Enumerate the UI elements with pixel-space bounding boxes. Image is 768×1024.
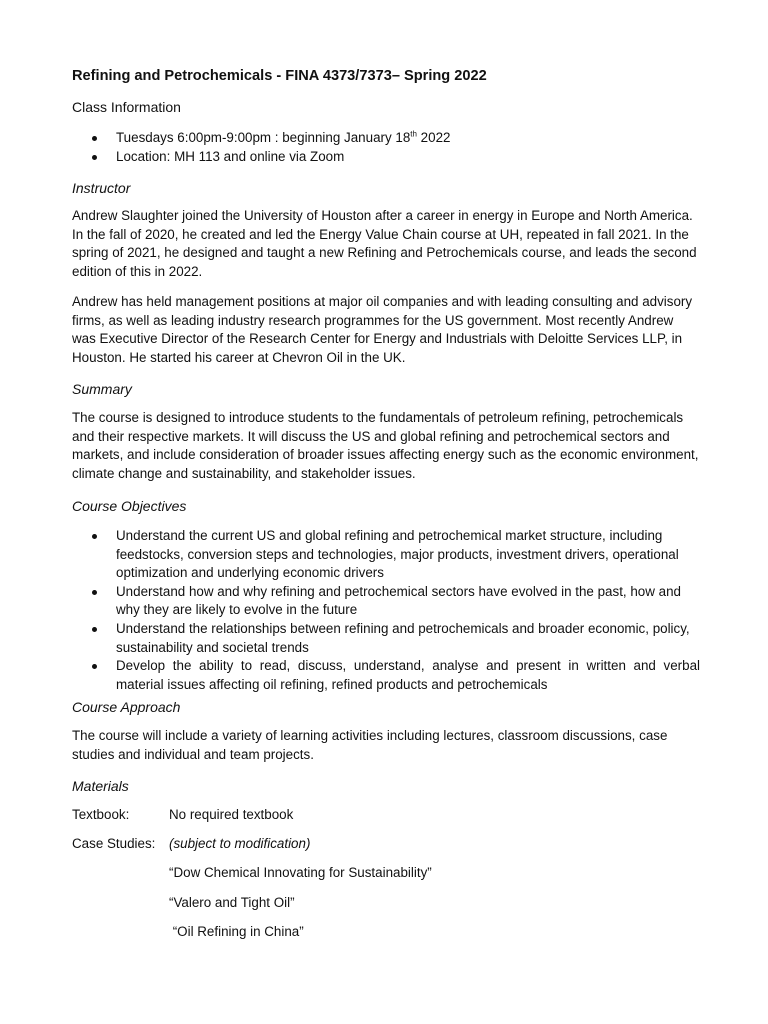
case-studies-note: (subject to modification) xyxy=(169,836,311,851)
objective-text: Understand the relationships between refining and petrochemicals and broader economic, policy, sustainability and societal trends xyxy=(116,620,690,655)
schedule-text: Tuesdays 6:00pm-9:00pm : beginning January 18 xyxy=(116,130,411,145)
bullet-icon xyxy=(92,590,97,595)
textbook-label: Textbook: xyxy=(72,807,130,822)
approach-paragraph: The course will include a variety of learning activities including lectures, classroom discussions, case studies and individual and team projects. xyxy=(72,728,668,762)
bullet-icon xyxy=(92,627,97,632)
case-study-item: “Valero and Tight Oil” xyxy=(169,895,295,910)
instructor-heading: Instructor xyxy=(72,180,131,196)
objective-text: Understand the current US and global refining and petrochemical market structure, including feedstocks, conversion steps and technologies, major products, investment drivers, operational optimization and underlying economic drivers xyxy=(116,528,679,581)
list-item xyxy=(72,620,700,657)
list-item xyxy=(72,148,700,167)
bullet-icon xyxy=(92,664,97,669)
list-item xyxy=(72,527,700,583)
schedule-superscript: th xyxy=(410,129,417,139)
approach-heading: Course Approach xyxy=(72,699,181,715)
materials-heading: Materials xyxy=(72,778,129,794)
list-item xyxy=(72,583,700,620)
location-text: Location: MH 113 and online via Zoom xyxy=(116,148,345,164)
class-info-list xyxy=(72,129,700,166)
case-study-item: “Dow Chemical Innovating for Sustainability” xyxy=(169,865,432,880)
list-item xyxy=(72,657,700,694)
textbook-row xyxy=(72,806,293,825)
class-info-heading: Class Information xyxy=(72,99,181,115)
objectives-heading: Course Objectives xyxy=(72,498,187,514)
objective-text: Understand how and why refining and petrochemical sectors have evolved in the past, how and why they are likely to evolve in the future xyxy=(116,583,681,618)
summary-paragraph: The course is designed to introduce students to the fundamentals of petroleum refining, petrochemicals and their respective markets. It will discuss the US and global refining and petrochemical sectors and markets, and include consideration of broader issues affecting energy such as the economic environment, climate change and sustainability, and stakeholder issues. xyxy=(72,410,699,481)
textbook-value: No required textbook xyxy=(169,807,294,822)
list-item xyxy=(72,129,700,148)
case-studies-row xyxy=(72,835,310,854)
instructor-paragraph-1: Andrew Slaughter joined the University of Houston after a career in energy in Europe and North America. In the fall of 2020, he created and led the Energy Value Chain course at UH, repeated in fall 2021. In the spring of 2021, he designed and taught a new Refining and Petrochemicals course, and leads the second edition of this in 2022. xyxy=(72,208,697,279)
bullet-icon xyxy=(92,534,97,539)
objective-text: Develop the ability to read, discuss, understand, analyse and present in written and verbal material issues affecting oil refining, refined products and petrochemicals xyxy=(116,658,700,692)
summary-heading: Summary xyxy=(72,381,132,397)
bullet-icon xyxy=(92,136,97,141)
page-title: Refining and Petrochemicals - FINA 4373/7373– Spring 2022 xyxy=(72,68,487,84)
case-studies-label: Case Studies: xyxy=(72,836,156,851)
objectives-list xyxy=(72,527,700,694)
instructor-paragraph-2: Andrew has held management positions at major oil companies and with leading consulting and advisory firms, as well as leading industry research programmes for the US government. Most recently Andrew was Executive Director of the Research Center for Energy and Industrials with Deloitte Services LLP, in Houston. He started his career at Chevron Oil in the UK. xyxy=(72,294,693,365)
schedule-year: 2022 xyxy=(416,130,451,145)
bullet-icon xyxy=(92,155,97,160)
case-study-item: “Oil Refining in China” xyxy=(169,924,304,939)
